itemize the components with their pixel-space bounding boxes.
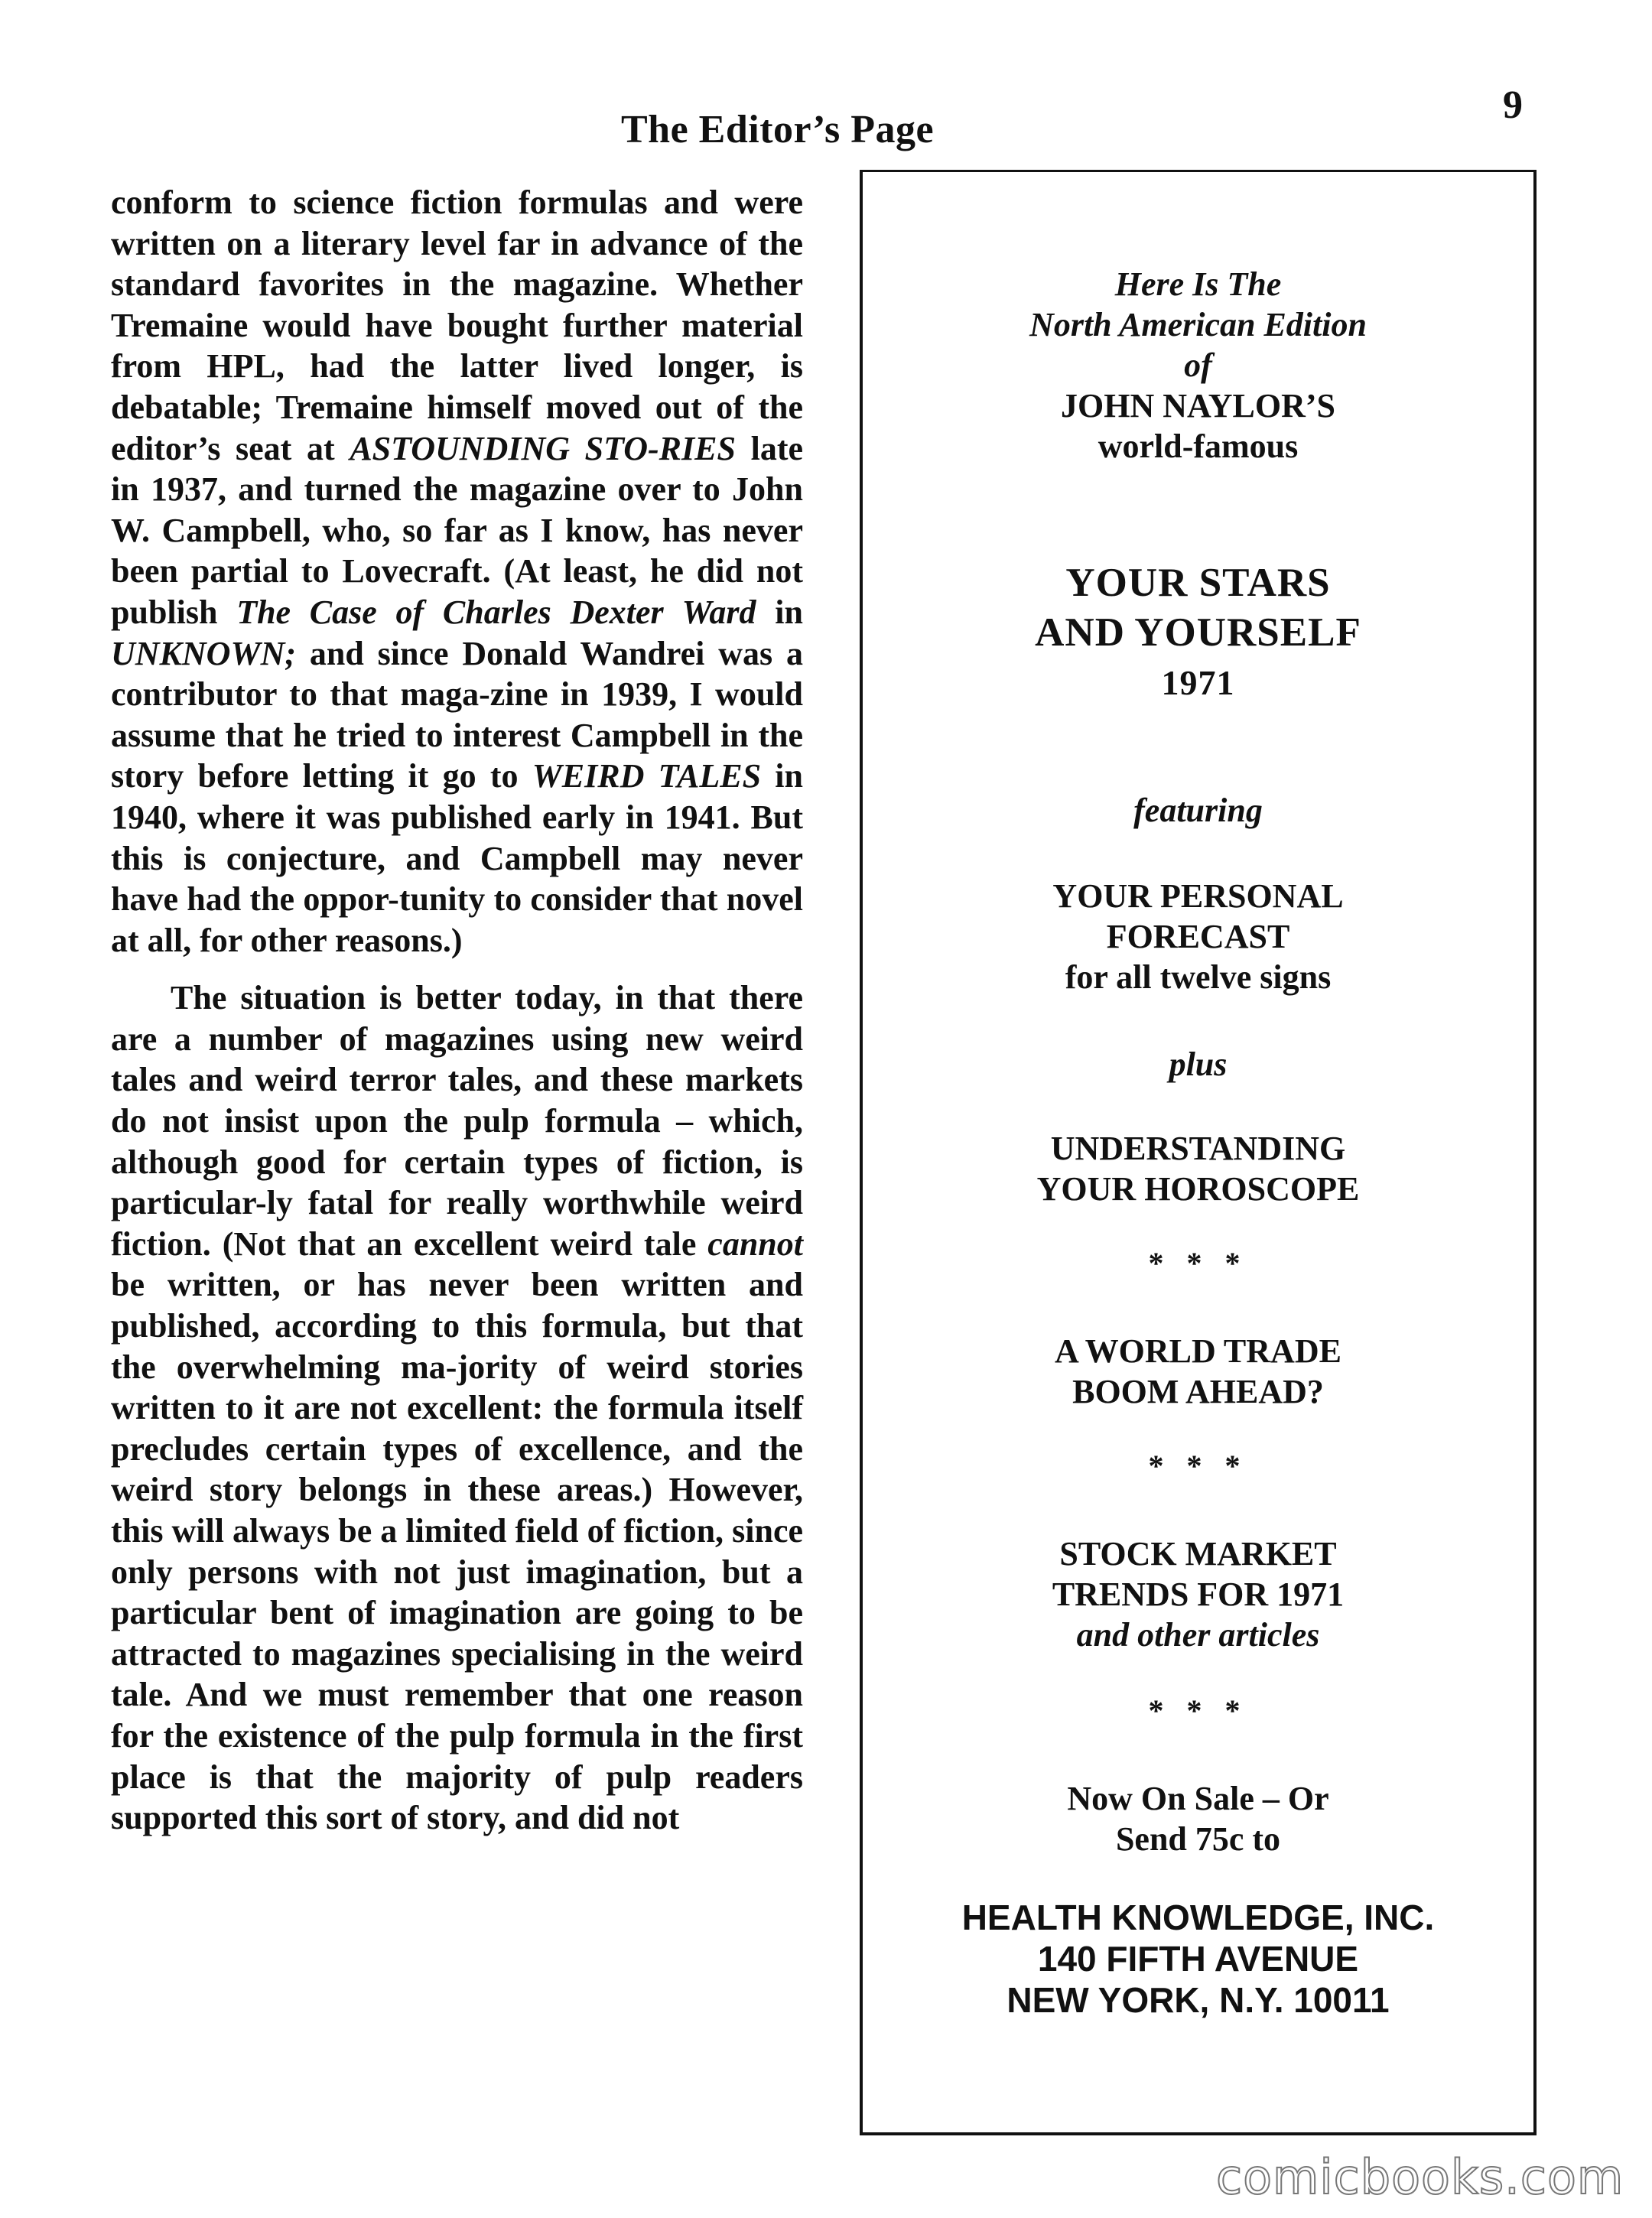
ad-title-year: 1971: [1161, 663, 1235, 702]
ad-title-line: AND YOURSELF: [1035, 610, 1361, 655]
ad-sale-line: Send 75c to: [1115, 1820, 1281, 1858]
magazine-title: WEIRD TALES: [532, 757, 762, 795]
watermark-logo: comicbooks.com: [1216, 2149, 1624, 2205]
ad-sale-info: [863, 1778, 1533, 1859]
ad-book-title: [863, 558, 1533, 707]
novel-title: The Case of Charles Dexter Ward: [236, 593, 756, 631]
ad-world-famous: world-famous: [1098, 428, 1299, 465]
ad-street: 140 FIFTH AVENUE: [1037, 1939, 1359, 1979]
ad-feature-line: UNDERSTANDING: [1050, 1130, 1346, 1167]
paragraph-text: conform to science fiction formulas and were written on a literary level far in advance of the standard favorites in the magazine. Whether Tremaine would have bought further material from HPL, had the latter lived longer, is debatable; Tremaine himself moved out of the editor’s seat at: [111, 184, 803, 467]
page-header-title: The Editor’s Page: [621, 108, 935, 151]
ad-company: HEALTH KNOWLEDGE, INC.: [961, 1898, 1435, 1937]
ad-featuring: featuring: [1133, 792, 1263, 829]
ad-title-line: YOUR STARS: [1065, 561, 1331, 605]
page-number: 9: [1503, 83, 1523, 127]
article-paragraph: [111, 182, 803, 961]
paragraph-text: late in 1937, and turned the magazine over to John W. Campbell, who, so far as I know, has never been partial to Lovecraft. (At least, he did not publish: [111, 429, 804, 631]
ad-feature-trade: [863, 1331, 1533, 1412]
ad-feature-line: for all twelve signs: [1065, 958, 1332, 996]
ad-plus: plus: [1169, 1046, 1228, 1083]
ad-feature-stock: [863, 1533, 1533, 1655]
ad-feature-line: FORECAST: [1106, 918, 1290, 955]
ad-feature-line: STOCK MARKET: [1059, 1535, 1337, 1572]
advertisement-box: [860, 170, 1537, 2135]
ad-separator-stars: * * *: [1148, 1246, 1248, 1280]
ad-feature-horoscope: [863, 1128, 1533, 1209]
paragraph-text: in 1940, where it was published early in 1941. But this is conjecture, and Campbell may never have had the oppor-tunity to consider that novel at all, for other reasons.): [111, 757, 803, 959]
magazine-title: UNKNOWN;: [111, 634, 296, 672]
ad-feature-line: A WORLD TRADE: [1055, 1332, 1341, 1370]
ad-feature-line: and other articles: [1076, 1616, 1320, 1654]
ad-sale-line: Now On Sale – Or: [1067, 1780, 1329, 1817]
ad-feature-line: YOUR PERSONAL: [1052, 877, 1344, 915]
ad-intro-line: Here Is The: [1114, 265, 1282, 303]
ad-intro-line: of: [1184, 346, 1212, 384]
ad-feature-line: BOOM AHEAD?: [1072, 1373, 1324, 1410]
ad-address: [863, 1897, 1533, 2021]
paragraph-text: and since Donald Wandrei was a contributor to that maga-zine in 1939, I would assume that he tried to interest Campbell in the story before letting it go to: [111, 634, 803, 795]
ad-feature-forecast: [863, 876, 1533, 997]
ad-separator-stars: * * *: [1148, 1693, 1248, 1728]
paragraph-text: be written, or has never been written and published, according to this formula, but that the overwhelming ma-jority of weird stories written to it are not excellent: the formula itself precludes certain types of excellence, and the weird story belongs in these areas.) However, this will always be a limited field of fiction, since only persons with not just imagination, but a particular bent of imagination are going to be attracted to magazines specialising in the weird tale. And we must remember that one reason for the existence of the pulp formula in the first place is that the majority of pulp readers supported this sort of story, and did not: [111, 1266, 803, 1837]
magazine-title: ASTOUNDING STO-RIES: [350, 429, 736, 467]
emphasis-text: cannot: [707, 1224, 803, 1263]
ad-feature-line: YOUR HOROSCOPE: [1036, 1170, 1360, 1208]
article-paragraph: [111, 977, 803, 1838]
ad-feature-line: TRENDS FOR 1971: [1052, 1576, 1345, 1613]
article-column: [111, 182, 803, 1839]
paragraph-text: in: [756, 593, 803, 631]
ad-intro: [863, 264, 1533, 467]
paragraph-text: The situation is better today, in that there are a number of magazines using new weird tales and weird terror tales, and these markets do not insist upon the pulp formula – which, although good for certain types of fiction, is particular-ly fatal for really worthwhile weird fiction. (Not that an excellent weird tale: [111, 979, 803, 1263]
ad-intro-line: North American Edition: [1029, 306, 1367, 343]
ad-author: JOHN NAYLOR’S: [1061, 387, 1335, 424]
ad-separator-stars: * * *: [1148, 1449, 1248, 1483]
ad-city: NEW YORK, N.Y. 10011: [1006, 1980, 1390, 2020]
